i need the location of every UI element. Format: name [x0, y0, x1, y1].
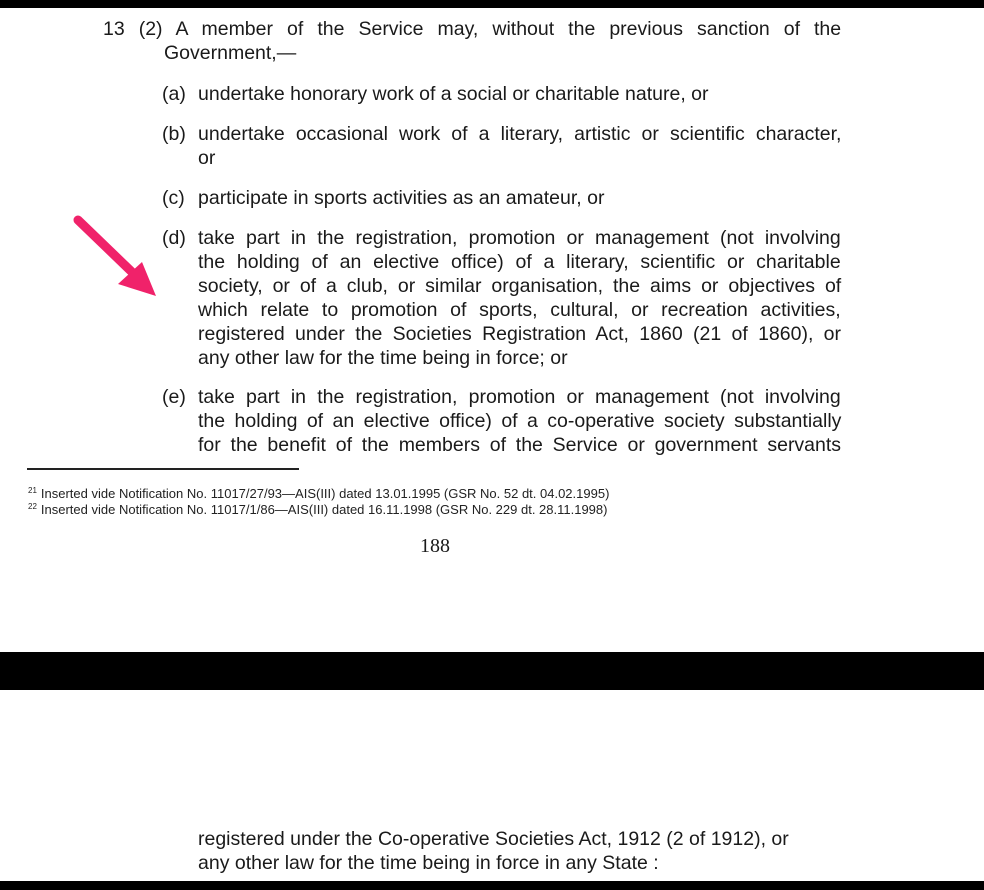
page-separator	[0, 652, 984, 690]
page-number: 188	[420, 535, 450, 557]
footnote-22	[28, 499, 607, 518]
clause-a-label: (a)	[162, 83, 186, 105]
footnote-21-number: 21	[28, 486, 37, 495]
clause-d-line-3: society, or of a club, or similar organisation, the aims or objectives of	[198, 275, 842, 297]
clause-d-line-5: registered under the Societies Registration Act, 1860 (21 of 1860), or	[198, 323, 842, 345]
clause-e-label: (e)	[162, 386, 186, 408]
footnote-22-text: Inserted vide Notification No. 11017/1/86—AIS(III) dated 16.11.1998 (GSR No. 229 dt. 28.11.1998)	[40, 502, 608, 517]
bottom-border	[0, 881, 984, 890]
clause-c-label: (c)	[162, 187, 185, 209]
clause-e-line-3: for the benefit of the members of the Service or government servants	[198, 434, 842, 456]
top-border	[0, 0, 984, 8]
clause-d-label: (d)	[162, 227, 186, 249]
page2-line-1: registered under the Co-operative Societies Act, 1912 (2 of 1912), or	[198, 828, 789, 850]
clause-a-line-1: undertake honorary work of a social or charitable nature, or	[198, 83, 709, 105]
clause-d-line-1: take part in the registration, promotion or management (not involving	[198, 227, 841, 249]
clause-b-line-1: undertake occasional work of a literary, artistic or scientific character,	[198, 123, 842, 145]
page2-line-2: any other law for the time being in force in any State :	[198, 852, 659, 874]
clause-b-line-2: or	[198, 147, 216, 169]
pointer-arrow-icon	[70, 212, 162, 302]
clause-d-line-6: any other law for the time being in force; or	[198, 347, 568, 369]
rule-line-1-text: 13 (2) A member of the Service may, without the previous sanction of the	[103, 18, 842, 40]
footnote-22-number: 22	[28, 502, 37, 511]
rule-line-1	[103, 17, 841, 41]
clause-d-line-2: the holding of an elective office) of a literary, scientific or charitable	[198, 251, 841, 273]
clause-e-line-1: take part in the registration, promotion or management (not involving	[198, 386, 841, 408]
clause-c-line-1: participate in sports activities as an amateur, or	[198, 187, 605, 209]
rule-line-2: Government,—	[164, 42, 297, 64]
clause-e-line-2: the holding of an elective office) of a co-operative society substantially	[198, 410, 842, 432]
footnote-21-text: Inserted vide Notification No. 11017/27/93—AIS(III) dated 13.01.1995 (GSR No. 52 dt. 04.02.1995)	[40, 486, 610, 501]
footnote-rule	[27, 468, 299, 470]
clause-b-label: (b)	[162, 123, 186, 145]
clause-d-line-4: which relate to promotion of sports, cultural, or recreation activities,	[198, 299, 841, 321]
